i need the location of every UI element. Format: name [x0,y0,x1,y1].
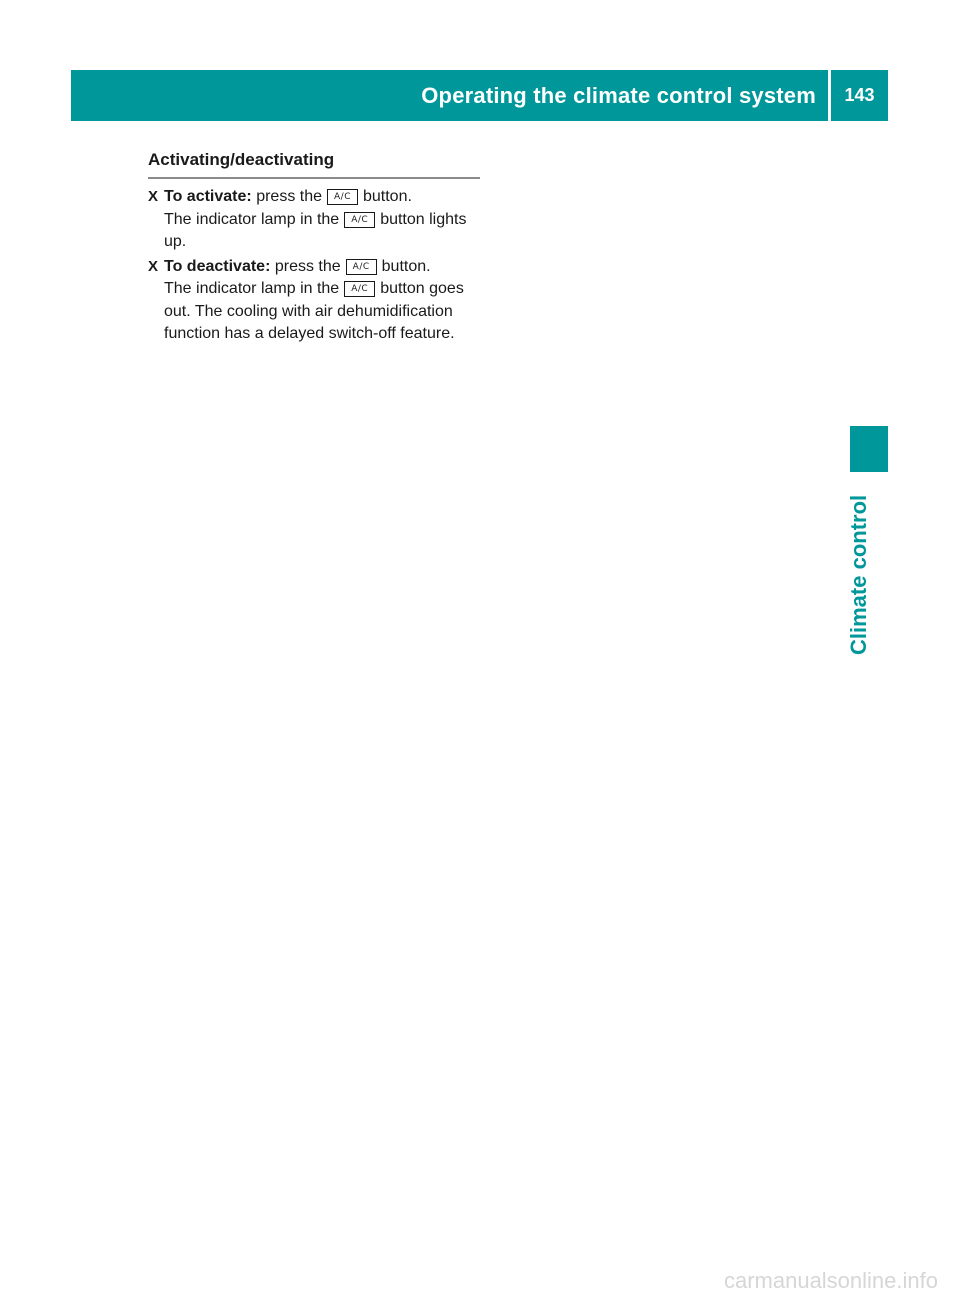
ac-button-icon: A/C [344,212,375,228]
step-result: The indicator lamp in the [164,280,340,297]
step-deactivate [148,256,484,346]
step-text: button. [362,188,412,205]
ac-button-icon: A/C [327,189,358,205]
step-text: button. [381,257,431,275]
page-number: 143 [844,85,875,105]
section-heading: Activating/deactivating [148,150,335,169]
step-result: The indicator lamp in the [164,210,340,228]
step-activate [148,186,484,254]
step-result: button lights up. [164,210,467,250]
chapter-tab [850,426,888,472]
step-label: To deactivate: [164,257,271,275]
step-result: button goes out. The cooling with air dehumidification function has a delayed switch-off feature. [164,280,464,342]
step-label: To activate: [164,188,252,205]
chapter-label: Climate control [846,494,871,655]
step-arrow-icon: X [148,188,159,205]
page-header [71,70,888,121]
ac-button-icon: A/C [344,281,375,297]
step-arrow-icon: X [148,257,159,275]
section-divider [148,177,480,179]
instruction-list [148,186,484,348]
step-text: press the [274,257,341,275]
ac-button-icon: A/C [346,259,377,275]
header-title: Operating the climate control system [421,82,816,108]
step-text: press the [256,188,322,205]
watermark: carmanualsonline.info [723,1268,938,1293]
